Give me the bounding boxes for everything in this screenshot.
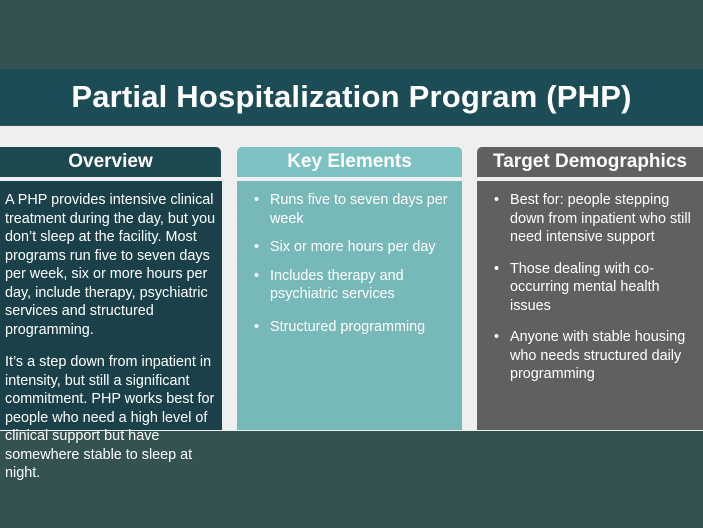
overview-panel: [0, 181, 222, 481]
key-elements-heading: Key Elements: [237, 147, 462, 177]
target-demographics-list: [491, 191, 697, 384]
overview-heading: Overview: [0, 147, 221, 177]
list-item: • Best for: people stepping down from inpatient who still need intensive support: [491, 191, 697, 247]
list-item: • Anyone with stable housing who needs structured daily programming: [491, 328, 697, 384]
overview-paragraph: It’s a step down from inpatient in intensity, but still a significant commitment. PHP works best for people who need a high level of clinical support but have somewhere stable to sleep at night.: [5, 354, 215, 481]
list-item: • Runs five to seven days per week: [251, 191, 452, 228]
list-item: • Includes therapy and psychiatric services: [251, 267, 452, 304]
list-item: • Those dealing with co-occurring mental health issues: [491, 260, 697, 316]
target-demographics-heading: Target Demographics: [477, 147, 703, 177]
target-demographics-panel: [477, 181, 703, 430]
list-item: • Structured programming: [251, 318, 452, 337]
title-band: [0, 69, 703, 125]
page-title: Partial Hospitalization Program (PHP): [71, 79, 632, 114]
list-item: • Six or more hours per day: [251, 238, 452, 257]
overview-paragraph: A PHP provides intensive clinical treatment during the day, but you don’t sleep at the facility. Most programs run five to seven days per week, six or more hours per day, include therapy, psychiatric services and structured programming.: [5, 192, 216, 338]
key-elements-panel: [237, 181, 462, 430]
key-elements-list: [251, 191, 452, 336]
